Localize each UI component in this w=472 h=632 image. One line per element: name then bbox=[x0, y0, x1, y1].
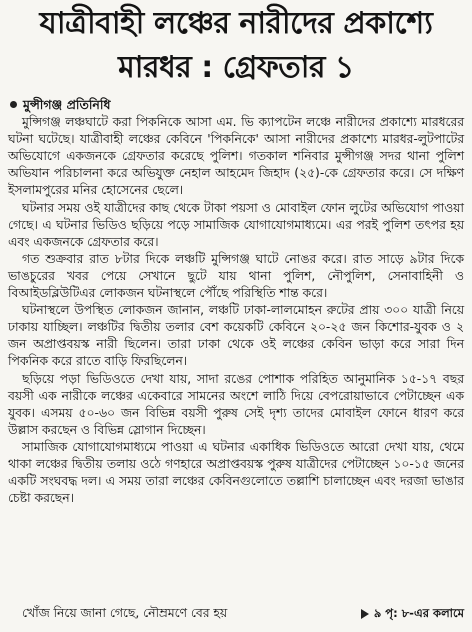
continued-text: ৯ পৃ: ৮-এর কলামে bbox=[373, 606, 464, 620]
last-line: খোঁজ নিয়ে জানা গেছে, নৌম্রমণে বের হয় bbox=[22, 606, 228, 620]
arrow-right-icon bbox=[361, 609, 369, 619]
paragraph-6: সামাজিক যোগাযোগমাধ্যমে পাওয়া এ ঘটনার একাধিক ভিডিওতে আরো দেখা যায়, থেমে থাকা লঞ্চের দ্বিতীয় তলায় ওঠে গণহারে অপ্রাপ্তবয়স্ক পুরুষ যাত্রীদের পেটাচ্ছেন ১০-১৫ জনের একটি সংঘবদ্ধ দল। এ সময় তারা লঞ্চের কেবিনগুলোতে তল্লাশি চালাচ্ছেন এবং দরজা ভাঙার চেষ্টা করছেন। bbox=[8, 439, 464, 506]
paragraph-1: মুন্সিগঞ্জ লঞ্চঘাটে করা পিকনিকে আসা এম. ভি ক্যাপটেন লঞ্চে নারীদের প্রকাশ্যে মারধরের ঘটনা ঘটেছে। যাত্রীবাহী লঞ্চের কেবিনে 'পিকনিকে' আসা নারীদের প্রকাশ্যে মারধর-লুটপাটের অভিযোগে একজনকে গ্রেফতার করেছে পুলিশ। গতকাল শনিবার মুন্সীগঞ্জ সদর থানা পুলিশ অভিযান পরিচালনা করে অভিযুক্ত নেহাল আহমেদ জিহাদ (২৫)-কে গ্রেফতার করে। সে দক্ষিণ ইসলামপুরের মনির হোসেনের ছেলে। bbox=[8, 115, 464, 198]
paragraph-3: গত শুক্রবার রাত ৮টার দিকে লঞ্চটি মুন্সিগঞ্জ ঘাটে নোঙর করে। রাত সাড়ে ৯টার দিকে ভাঙচুরের খবর পেয়ে সেখানে ছুটে যায় থানা পুলিশ, নৌপুলিশ, সেনাবাহিনী ও বিআইডব্লিউটিএর লোকজন ঘটনাস্থলে পৌঁছে পরিস্থিতি শান্ত করে। bbox=[8, 251, 464, 301]
headline-line-2: মারধর : গ্রেফতার ১ bbox=[118, 50, 354, 85]
article-footer bbox=[8, 605, 464, 622]
paragraph-4: ঘটনাস্থলে উপস্থিত লোকজন জানান, লঞ্চটি ঢাকা-লালমোহন রুটের প্রায় ৩০০ যাত্রী নিয়ে ঢাকায় যাচ্ছিল। লঞ্চটির দ্বিতীয় তলার বেশ কয়েকটি কেবিনে ২০-২৫ জন কিশোর-যুবক ও ২ জন অপ্রাপ্তবয়স্ক নারী ছিলেন। তারা ঢাকা থেকে ওই লঞ্চের কেবিন ভাড়া করে সারা দিন পিকনিক করে রাতে বাড়ি ফিরছিলেন। bbox=[8, 303, 464, 369]
bullet-icon bbox=[10, 101, 17, 108]
paragraph-5: ছড়িয়ে পড়া ভিডিওতে দেখা যায়, সাদা রঙের পোশাক পরিহিত আনুমানিক ১৫-১৭ বছর বয়সী এক নারীকে লঞ্চের একেবারে সামনের অংশে লাঠি দিয়ে বেপরোয়াভাবে পেটাচ্ছেন এক যুবক। এসময় ৫০-৬০ জন বিভিন্ন বয়সী পুরুষ সেই দৃশ্য তাদের মোবাইল ফোনে ধারণ করে উল্লাস করছেন ও বিভিন্ন স্লোগান দিচ্ছেন। bbox=[8, 371, 464, 437]
headline-line-1: যাত্রীবাহী লঞ্চের নারীদের প্রকাশ্যে bbox=[39, 6, 433, 41]
paragraph-2: ঘটনার সময় ওই যাত্রীদের কাছ থেকে টাকা পয়সা ও মোবাইল ফোন লুটের অভিযোগ পাওয়া গেছে। এ ঘটনার ভিডিও ছড়িয়ে পড়ে সামাজিক যোগাযোগমাধ্যমে। এর পরই পুলিশ তৎপর হয় এবং একজনকে গ্রেফতার করে। bbox=[8, 200, 464, 249]
article-body bbox=[8, 96, 464, 507]
byline-text: মুন্সীগঞ্জ প্রতিনিধি bbox=[23, 97, 111, 112]
continued-note bbox=[361, 605, 464, 622]
headline bbox=[0, 0, 472, 86]
byline bbox=[8, 96, 464, 113]
